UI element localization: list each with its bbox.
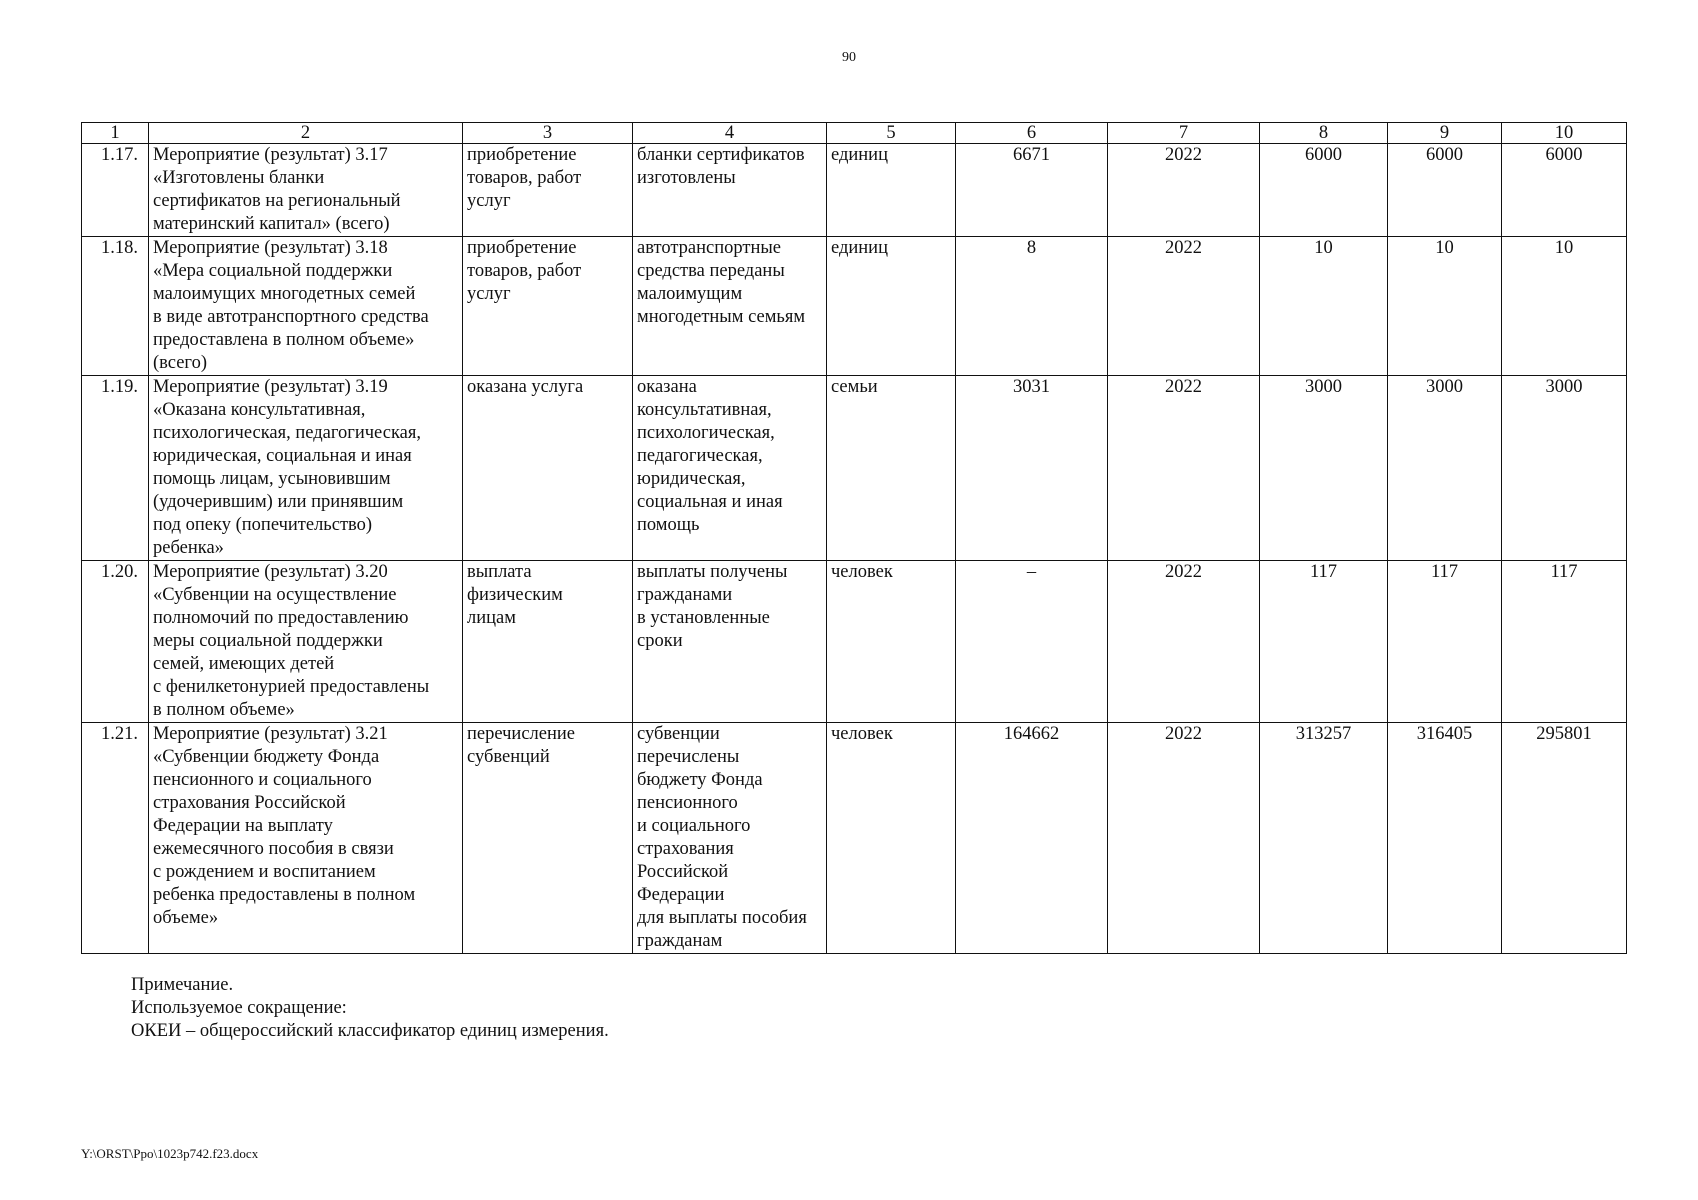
table-row — [82, 376, 1627, 561]
event-characteristic: бланки сертификатов изготовлены — [633, 144, 827, 237]
base-year: 2022 — [1108, 376, 1260, 561]
value-col-8: 117 — [1260, 561, 1388, 723]
column-header-2: 2 — [149, 123, 463, 144]
row-number: 1.18. — [82, 237, 149, 376]
event-name: Мероприятие (результат) 3.21 «Субвенции бюджету Фонда пенсионного и социального страхования Российской Федерации на выплату ежемесячного пособия в связи с рождением и воспитанием ребенка предоставлены в полном объеме» — [149, 723, 463, 954]
value-col-9: 6000 — [1388, 144, 1502, 237]
event-type: приобретение товаров, работ услуг — [463, 237, 633, 376]
row-number: 1.19. — [82, 376, 149, 561]
header-row — [82, 123, 1627, 144]
table-row — [82, 723, 1627, 954]
column-header-5: 5 — [827, 123, 956, 144]
row-number: 1.20. — [82, 561, 149, 723]
table-row — [82, 144, 1627, 237]
row-number: 1.21. — [82, 723, 149, 954]
event-name: Мероприятие (результат) 3.20 «Субвенции на осуществление полномочий по предоставлению меры социальной поддержки семей, имеющих детей с фенилкетонурией предоставлены в полном объеме» — [149, 561, 463, 723]
column-header-7: 7 — [1108, 123, 1260, 144]
event-name: Мероприятие (результат) 3.18 «Мера социальной поддержки малоимущих многодетных семей в виде автотранспортного средства предоставлена в полном объеме» (всего) — [149, 237, 463, 376]
value-col-10: 117 — [1502, 561, 1627, 723]
base-year: 2022 — [1108, 144, 1260, 237]
base-year: 2022 — [1108, 723, 1260, 954]
note-line: Используемое сокращение: — [131, 998, 347, 1018]
event-characteristic: субвенции перечислены бюджету Фонда пенсионного и социального страхования Российской Федерации для выплаты пособия гражданам — [633, 723, 827, 954]
table-row — [82, 237, 1627, 376]
column-header-10: 10 — [1502, 123, 1627, 144]
event-characteristic: оказана консультативная, психологическая, педагогическая, юридическая, социальная и иная помощь — [633, 376, 827, 561]
column-header-8: 8 — [1260, 123, 1388, 144]
event-type: перечисление субвенций — [463, 723, 633, 954]
base-value: 6671 — [956, 144, 1108, 237]
measures-table — [81, 122, 1627, 954]
column-header-1: 1 — [82, 123, 149, 144]
value-col-10: 10 — [1502, 237, 1627, 376]
table-row — [82, 561, 1627, 723]
unit: единиц — [827, 237, 956, 376]
value-col-8: 313257 — [1260, 723, 1388, 954]
column-header-6: 6 — [956, 123, 1108, 144]
event-characteristic: выплаты получены гражданами в установленные сроки — [633, 561, 827, 723]
value-col-9: 10 — [1388, 237, 1502, 376]
column-header-9: 9 — [1388, 123, 1502, 144]
base-year: 2022 — [1108, 237, 1260, 376]
value-col-10: 3000 — [1502, 376, 1627, 561]
value-col-8: 6000 — [1260, 144, 1388, 237]
value-col-8: 3000 — [1260, 376, 1388, 561]
unit: человек — [827, 723, 956, 954]
event-type: оказана услуга — [463, 376, 633, 561]
base-year: 2022 — [1108, 561, 1260, 723]
base-value: 3031 — [956, 376, 1108, 561]
unit: семьи — [827, 376, 956, 561]
row-number: 1.17. — [82, 144, 149, 237]
event-characteristic: автотранспортные средства переданы малоимущим многодетным семьям — [633, 237, 827, 376]
column-header-4: 4 — [633, 123, 827, 144]
value-col-9: 3000 — [1388, 376, 1502, 561]
page-number: 90 — [842, 50, 856, 65]
base-value: – — [956, 561, 1108, 723]
value-col-10: 295801 — [1502, 723, 1627, 954]
column-header-3: 3 — [463, 123, 633, 144]
event-name: Мероприятие (результат) 3.17 «Изготовлены бланки сертификатов на региональный материнский капитал» (всего) — [149, 144, 463, 237]
base-value: 8 — [956, 237, 1108, 376]
note-block — [131, 974, 609, 1043]
note-title: Примечание. — [131, 975, 234, 995]
value-col-9: 316405 — [1388, 723, 1502, 954]
event-type: приобретение товаров, работ услуг — [463, 144, 633, 237]
value-col-10: 6000 — [1502, 144, 1627, 237]
unit: человек — [827, 561, 956, 723]
file-path-footer: Y:\ORST\Ppo\1023p742.f23.docx — [81, 1146, 259, 1161]
event-name: Мероприятие (результат) 3.19 «Оказана консультативная, психологическая, педагогическая, юридическая, социальная и иная помощь лицам, усыновившим (удочерившим) или принявшим под опеку (попечительство) ребенка» — [149, 376, 463, 561]
unit: единиц — [827, 144, 956, 237]
base-value: 164662 — [956, 723, 1108, 954]
value-col-9: 117 — [1388, 561, 1502, 723]
value-col-8: 10 — [1260, 237, 1388, 376]
note-line: ОКЕИ – общероссийский классификатор единиц измерения. — [131, 1021, 609, 1041]
event-type: выплата физическим лицам — [463, 561, 633, 723]
